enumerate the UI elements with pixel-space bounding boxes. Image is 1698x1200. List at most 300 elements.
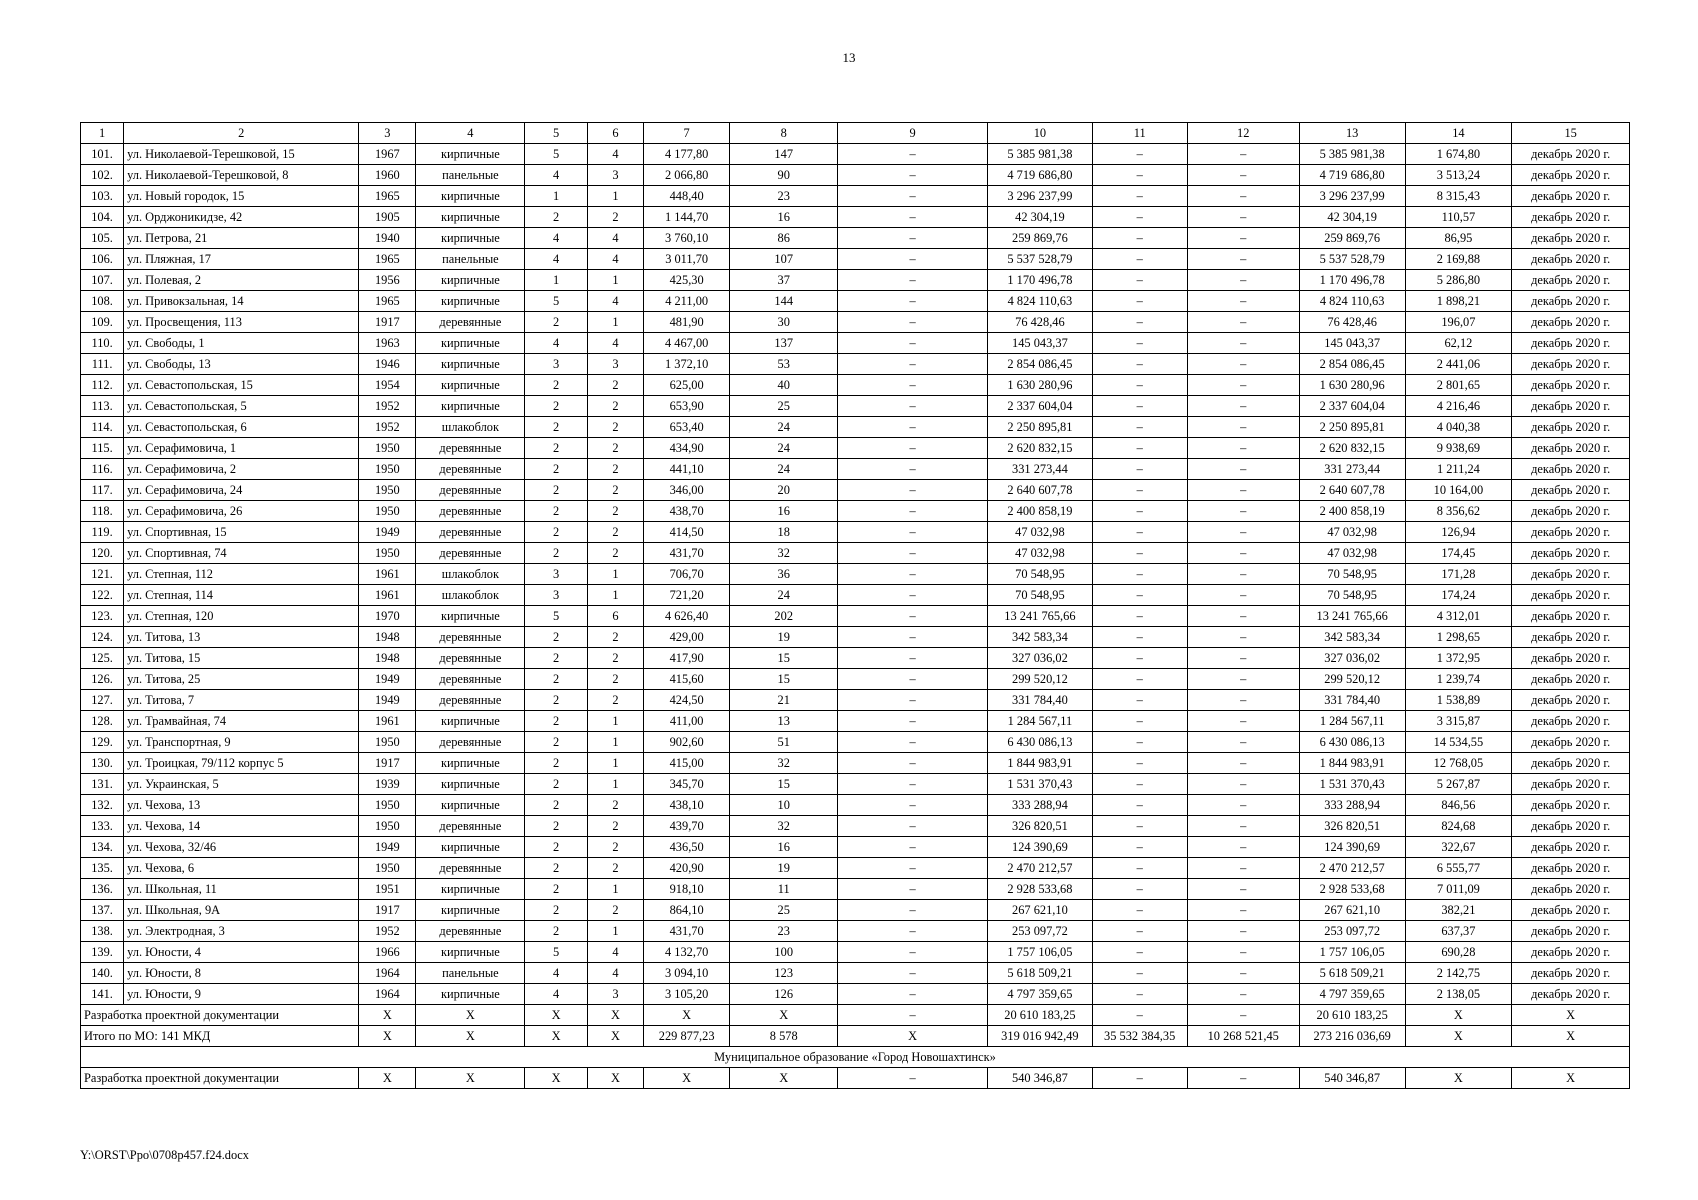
table-cell: – [1092, 627, 1187, 648]
table-cell: ул. Титова, 13 [124, 627, 359, 648]
table-cell: деревянные [416, 816, 525, 837]
table-cell: 4 [525, 984, 588, 1005]
table-cell: декабрь 2020 г. [1512, 291, 1630, 312]
table-cell: – [1187, 711, 1299, 732]
table-cell: 4 797 359,65 [1299, 984, 1405, 1005]
table-cell: 2 [587, 375, 643, 396]
table-cell: 2 [525, 879, 588, 900]
table-cell: 2 337 604,04 [988, 396, 1093, 417]
table-cell: 1 531 370,43 [988, 774, 1093, 795]
table-cell: 51 [730, 732, 838, 753]
table-cell: 105. [81, 228, 124, 249]
table-cell: – [1092, 291, 1187, 312]
table-cell: 1940 [359, 228, 416, 249]
table-cell: 448,40 [644, 186, 730, 207]
table-cell: 1950 [359, 732, 416, 753]
table-cell: – [1092, 816, 1187, 837]
table-cell: 10 164,00 [1405, 480, 1512, 501]
table-cell: 2 [587, 648, 643, 669]
table-cell: ул. Титова, 25 [124, 669, 359, 690]
table-cell: – [1187, 207, 1299, 228]
table-cell: декабрь 2020 г. [1512, 270, 1630, 291]
table-cell: 174,24 [1405, 585, 1512, 606]
table-cell: 824,68 [1405, 816, 1512, 837]
table-cell: 690,28 [1405, 942, 1512, 963]
table-cell: – [1187, 1005, 1299, 1026]
table-cell: 414,50 [644, 522, 730, 543]
table-cell: 8 356,62 [1405, 501, 1512, 522]
table-cell: 10 [730, 795, 838, 816]
table-cell: 4 [587, 963, 643, 984]
table-cell: – [838, 984, 988, 1005]
table-cell: 124. [81, 627, 124, 648]
table-row [81, 228, 1630, 249]
table-cell: 118. [81, 501, 124, 522]
table-cell: кирпичные [416, 228, 525, 249]
table-cell: 429,00 [644, 627, 730, 648]
table-cell: 1965 [359, 249, 416, 270]
table-cell: 2 400 858,19 [1299, 501, 1405, 522]
table-cell: декабрь 2020 г. [1512, 249, 1630, 270]
table-cell: – [838, 1005, 988, 1026]
table-cell: 111. [81, 354, 124, 375]
table-row [81, 375, 1630, 396]
table-cell: 846,56 [1405, 795, 1512, 816]
table-row [81, 585, 1630, 606]
table-cell: 540 346,87 [988, 1068, 1093, 1089]
table-cell: – [1092, 165, 1187, 186]
table-cell: ул. Троицкая, 79/112 корпус 5 [124, 753, 359, 774]
table-cell: ул. Серафимовича, 26 [124, 501, 359, 522]
table-cell: 126,94 [1405, 522, 1512, 543]
table-cell: панельные [416, 165, 525, 186]
table-cell: – [1092, 270, 1187, 291]
table-cell: 4 211,00 [644, 291, 730, 312]
table-cell: 7 011,09 [1405, 879, 1512, 900]
table-cell: – [1187, 963, 1299, 984]
table-cell: 2 640 607,78 [1299, 480, 1405, 501]
table-cell: 1949 [359, 669, 416, 690]
table-cell: 1954 [359, 375, 416, 396]
table-cell: – [1187, 459, 1299, 480]
table-cell: – [838, 207, 988, 228]
table-cell: – [1092, 249, 1187, 270]
table-cell: 3 [359, 123, 416, 144]
table-cell: 4 312,01 [1405, 606, 1512, 627]
table-cell: ул. Электродная, 3 [124, 921, 359, 942]
table-cell: 438,10 [644, 795, 730, 816]
table-cell: 6 [587, 606, 643, 627]
table-cell: 129. [81, 732, 124, 753]
table-cell: 902,60 [644, 732, 730, 753]
table-cell: – [1092, 228, 1187, 249]
table-cell: 3 [587, 165, 643, 186]
table-cell: – [1187, 228, 1299, 249]
table-cell: 1963 [359, 333, 416, 354]
table-cell: 15 [730, 774, 838, 795]
table-cell: – [838, 480, 988, 501]
table-cell: 1949 [359, 522, 416, 543]
table-cell: ул. Севастопольская, 5 [124, 396, 359, 417]
table-cell: X [359, 1068, 416, 1089]
table-cell: 1949 [359, 837, 416, 858]
table-cell: – [838, 333, 988, 354]
table-cell: 145 043,37 [1299, 333, 1405, 354]
table-row [81, 270, 1630, 291]
table-cell: 11 [1092, 123, 1187, 144]
table-cell: – [1187, 270, 1299, 291]
housing-table [80, 122, 1630, 1089]
table-cell: 13 [730, 711, 838, 732]
table-cell: – [1092, 438, 1187, 459]
table-cell: 327 036,02 [1299, 648, 1405, 669]
table-cell: 273 216 036,69 [1299, 1026, 1405, 1047]
table-cell: – [1187, 438, 1299, 459]
table-cell: 1 630 280,96 [1299, 375, 1405, 396]
table-cell: X [416, 1005, 525, 1026]
table-cell: 145 043,37 [988, 333, 1093, 354]
table-cell: 5 618 509,21 [988, 963, 1093, 984]
table-cell: – [838, 144, 988, 165]
table-cell: 2 441,06 [1405, 354, 1512, 375]
table-cell: 2 [525, 669, 588, 690]
table-cell: 4 797 359,65 [988, 984, 1093, 1005]
table-cell: 3 011,70 [644, 249, 730, 270]
table-cell: ул. Севастопольская, 15 [124, 375, 359, 396]
table-cell: 2 [587, 837, 643, 858]
table-cell: 102. [81, 165, 124, 186]
table-cell: 2 337 604,04 [1299, 396, 1405, 417]
table-cell: 434,90 [644, 438, 730, 459]
table-cell: 2 [525, 690, 588, 711]
table-cell: – [1187, 522, 1299, 543]
table-cell: 4 [587, 291, 643, 312]
table-cell: 4 467,00 [644, 333, 730, 354]
table-cell: 14 [1405, 123, 1512, 144]
table-cell: 3 105,20 [644, 984, 730, 1005]
table-cell: – [838, 522, 988, 543]
table-cell: декабрь 2020 г. [1512, 207, 1630, 228]
table-row [81, 606, 1630, 627]
table-cell: – [1187, 1068, 1299, 1089]
table-cell: декабрь 2020 г. [1512, 375, 1630, 396]
table-cell: 2 169,88 [1405, 249, 1512, 270]
table-cell: 2 [587, 543, 643, 564]
table-cell: 19 [730, 627, 838, 648]
table-cell: 1965 [359, 186, 416, 207]
table-cell: – [1187, 291, 1299, 312]
table-cell: ул. Полевая, 2 [124, 270, 359, 291]
table-cell: декабрь 2020 г. [1512, 648, 1630, 669]
table-cell: кирпичные [416, 333, 525, 354]
table-row [81, 879, 1630, 900]
table-cell: ул. Юности, 9 [124, 984, 359, 1005]
table-cell: панельные [416, 963, 525, 984]
table-cell: кирпичные [416, 900, 525, 921]
table-cell: ул. Юности, 4 [124, 942, 359, 963]
table-cell: 4 [587, 942, 643, 963]
table-row [81, 816, 1630, 837]
table-cell: 116. [81, 459, 124, 480]
table-cell: – [1092, 459, 1187, 480]
table-cell: – [1092, 375, 1187, 396]
table-cell: 86 [730, 228, 838, 249]
table-cell: 1950 [359, 795, 416, 816]
table-cell: 1949 [359, 690, 416, 711]
table-cell: 2 [587, 627, 643, 648]
table-cell: X [1405, 1026, 1512, 1047]
table-cell: – [1092, 921, 1187, 942]
table-cell: 1917 [359, 312, 416, 333]
table-cell: 139. [81, 942, 124, 963]
table-cell: ул. Севастопольская, 6 [124, 417, 359, 438]
table-cell: 24 [730, 417, 838, 438]
table-cell: – [1092, 606, 1187, 627]
table-cell: 9 [838, 123, 988, 144]
table-row [81, 690, 1630, 711]
table-cell: 411,00 [644, 711, 730, 732]
table-cell: – [838, 858, 988, 879]
table-cell: 2 620 832,15 [1299, 438, 1405, 459]
table-cell: 481,90 [644, 312, 730, 333]
table-cell: 331 273,44 [988, 459, 1093, 480]
table-cell: 1 170 496,78 [988, 270, 1093, 291]
table-cell: деревянные [416, 858, 525, 879]
table-cell: 417,90 [644, 648, 730, 669]
table-row [81, 396, 1630, 417]
table-cell: – [1092, 564, 1187, 585]
table-cell: – [838, 249, 988, 270]
table-cell: – [1187, 774, 1299, 795]
table-row [81, 858, 1630, 879]
table-cell: – [838, 711, 988, 732]
table-cell: 1950 [359, 501, 416, 522]
table-cell: 1 [587, 774, 643, 795]
table-cell: 637,37 [1405, 921, 1512, 942]
table-cell: 16 [730, 837, 838, 858]
table-cell: ул. Степная, 114 [124, 585, 359, 606]
table-cell: 131. [81, 774, 124, 795]
table-cell: 706,70 [644, 564, 730, 585]
table-cell: 2 400 858,19 [988, 501, 1093, 522]
table-cell: 918,10 [644, 879, 730, 900]
table-cell: деревянные [416, 543, 525, 564]
table-cell: декабрь 2020 г. [1512, 816, 1630, 837]
table-cell: деревянные [416, 669, 525, 690]
page-number: 13 [842, 50, 856, 65]
table-row [81, 732, 1630, 753]
table-cell: 5 618 509,21 [1299, 963, 1405, 984]
table-cell: декабрь 2020 г. [1512, 522, 1630, 543]
table-cell: 1 [587, 564, 643, 585]
table-cell: – [838, 186, 988, 207]
table-cell: 259 869,76 [1299, 228, 1405, 249]
table-cell: декабрь 2020 г. [1512, 858, 1630, 879]
table-cell: 299 520,12 [1299, 669, 1405, 690]
table-cell: 1917 [359, 900, 416, 921]
table-cell: 1952 [359, 921, 416, 942]
table-cell: 2 [525, 732, 588, 753]
table-cell: – [1187, 648, 1299, 669]
table-cell: 76 428,46 [1299, 312, 1405, 333]
table-cell: X [1405, 1068, 1512, 1089]
table-cell: 3 094,10 [644, 963, 730, 984]
table-cell: – [1187, 585, 1299, 606]
table-cell: 346,00 [644, 480, 730, 501]
table-cell: 1 674,80 [1405, 144, 1512, 165]
table-cell: 1966 [359, 942, 416, 963]
table-cell: 2 [525, 417, 588, 438]
table-cell: 104. [81, 207, 124, 228]
table-cell: 110,57 [1405, 207, 1512, 228]
table-cell: 4 [525, 963, 588, 984]
table-cell: деревянные [416, 501, 525, 522]
table-cell: – [838, 732, 988, 753]
table-cell: – [1187, 564, 1299, 585]
table-cell: 1 630 280,96 [988, 375, 1093, 396]
table-row [81, 312, 1630, 333]
table-cell: 2 [587, 480, 643, 501]
table-cell: 37 [730, 270, 838, 291]
table-cell: 322,67 [1405, 837, 1512, 858]
table-cell: 20 610 183,25 [988, 1005, 1093, 1026]
table-cell: – [838, 627, 988, 648]
table-row [81, 711, 1630, 732]
table-cell: 103. [81, 186, 124, 207]
table-cell: – [1092, 144, 1187, 165]
table-cell: деревянные [416, 627, 525, 648]
table-cell: 1 [587, 753, 643, 774]
table-cell: 90 [730, 165, 838, 186]
table-cell: 122. [81, 585, 124, 606]
table-cell: ул. Просвещения, 113 [124, 312, 359, 333]
table-row [81, 417, 1630, 438]
table-cell: – [838, 396, 988, 417]
table-row [81, 669, 1630, 690]
table-cell: X [587, 1026, 643, 1047]
table-cell: 4 040,38 [1405, 417, 1512, 438]
table-cell: – [838, 774, 988, 795]
table-cell: 3 296 237,99 [988, 186, 1093, 207]
table-cell: – [1092, 354, 1187, 375]
table-cell: 4 626,40 [644, 606, 730, 627]
table-cell: 4 719 686,80 [1299, 165, 1405, 186]
table-cell: кирпичные [416, 291, 525, 312]
table-cell: 1 844 983,91 [1299, 753, 1405, 774]
table-cell: 5 537 528,79 [1299, 249, 1405, 270]
table-cell: ул. Свободы, 1 [124, 333, 359, 354]
table-cell: 42 304,19 [1299, 207, 1405, 228]
table-cell: деревянные [416, 648, 525, 669]
table-cell: X [644, 1005, 730, 1026]
table-cell: 625,00 [644, 375, 730, 396]
table-cell: декабрь 2020 г. [1512, 459, 1630, 480]
table-cell: 1946 [359, 354, 416, 375]
table-cell: 1917 [359, 753, 416, 774]
table-cell: ул. Серафимовича, 2 [124, 459, 359, 480]
table-cell: – [838, 648, 988, 669]
table-cell: 32 [730, 816, 838, 837]
table-cell: кирпичные [416, 879, 525, 900]
table-cell: 36 [730, 564, 838, 585]
table-cell: 24 [730, 438, 838, 459]
table-cell: деревянные [416, 921, 525, 942]
table-cell: деревянные [416, 480, 525, 501]
table-cell: 202 [730, 606, 838, 627]
table-cell: 2 250 895,81 [1299, 417, 1405, 438]
table-cell: 174,45 [1405, 543, 1512, 564]
table-cell: – [1187, 669, 1299, 690]
table-cell: деревянные [416, 522, 525, 543]
table-cell: 5 385 981,38 [988, 144, 1093, 165]
table-cell: 2 [587, 900, 643, 921]
table-cell: кирпичные [416, 942, 525, 963]
table-cell: 721,20 [644, 585, 730, 606]
table-cell: декабрь 2020 г. [1512, 837, 1630, 858]
table-cell: 1905 [359, 207, 416, 228]
table-cell: 120. [81, 543, 124, 564]
table-cell: 2 [124, 123, 359, 144]
table-cell: 134. [81, 837, 124, 858]
table-cell: 2 [525, 438, 588, 459]
table-cell: 5 [525, 606, 588, 627]
table-cell: декабрь 2020 г. [1512, 753, 1630, 774]
table-cell: – [1187, 354, 1299, 375]
table-cell: – [1187, 417, 1299, 438]
table-cell: – [1187, 480, 1299, 501]
table-cell: – [1187, 795, 1299, 816]
table-cell: 2 [525, 480, 588, 501]
table-cell: ул. Николаевой-Терешковой, 8 [124, 165, 359, 186]
table-cell: 15 [730, 648, 838, 669]
table-cell: 7 [644, 123, 730, 144]
table-cell: 1 [587, 711, 643, 732]
table-cell: 4 824 110,63 [1299, 291, 1405, 312]
table-cell: 62,12 [1405, 333, 1512, 354]
table-cell: Муниципальное образование «Город Новошахтинск» [81, 1047, 1630, 1068]
table-cell: 35 532 384,35 [1092, 1026, 1187, 1047]
table-cell: 6 430 086,13 [988, 732, 1093, 753]
table-cell: кирпичные [416, 711, 525, 732]
table-cell: 1 898,21 [1405, 291, 1512, 312]
table-cell: – [1092, 858, 1187, 879]
table-cell: 16 [730, 207, 838, 228]
table-cell: 4 824 110,63 [988, 291, 1093, 312]
table-cell: 18 [730, 522, 838, 543]
table-cell: 2 [525, 627, 588, 648]
table-cell: декабрь 2020 г. [1512, 354, 1630, 375]
table-cell: 3 [525, 585, 588, 606]
table-cell: – [1187, 543, 1299, 564]
table-cell: 5 [525, 123, 588, 144]
table-cell: кирпичные [416, 186, 525, 207]
table-cell: декабрь 2020 г. [1512, 627, 1630, 648]
table-cell: 2 [525, 753, 588, 774]
table-cell: X [416, 1026, 525, 1047]
table-cell: 8 578 [730, 1026, 838, 1047]
table-cell: 10 [988, 123, 1093, 144]
table-cell: – [1092, 879, 1187, 900]
table-cell: 2 470 212,57 [1299, 858, 1405, 879]
table-cell: ул. Школьная, 9А [124, 900, 359, 921]
table-cell: 2 250 895,81 [988, 417, 1093, 438]
table-cell: 4 216,46 [1405, 396, 1512, 417]
table-cell: – [1092, 690, 1187, 711]
table-cell: ул. Титова, 7 [124, 690, 359, 711]
table-cell: 5 [525, 942, 588, 963]
table-cell: 123. [81, 606, 124, 627]
table-cell: 3 [525, 564, 588, 585]
